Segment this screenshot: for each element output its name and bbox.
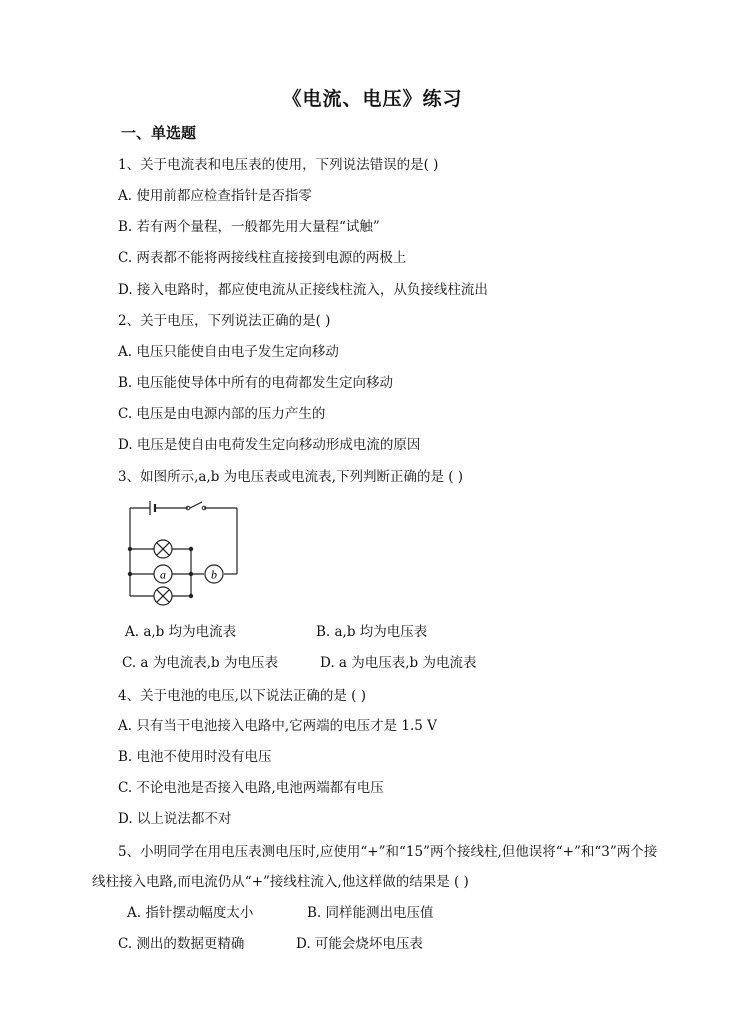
question-5-stem-line-1: 5、小明同学在用电压表测电压时,应使用“+”和“15”两个接线柱,但他误将“+”和“3”两个接 [118,844,658,860]
question-3-option-b: B. a,b 均为电压表 [316,624,428,640]
question-1-option-d: D. 接入电路时，都应使电流从正接线柱流入，从负接线柱流出 [118,282,488,298]
question-2-option-c: C. 电压是由电源内部的压力产生的 [118,406,326,422]
question-5-option-d: D. 可能会烧坏电压表 [296,936,423,952]
meter-b-label: b [211,567,217,582]
circuit-diagram [126,492,241,610]
question-4-option-b: B. 电池不使用时没有电压 [118,749,272,765]
question-5-option-a: A. 指针摆动幅度太小 [127,905,254,921]
question-4-option-a: A. 只有当干电池接入电路中,它两端的电压才是 1.5 V [118,718,437,734]
question-1-stem: 1、关于电流表和电压表的使用，下列说法错误的是( ) [118,157,439,173]
question-2-option-a: A. 电压只能使自由电子发生定向移动 [118,344,339,360]
question-2-stem: 2、关于电压，下列说法正确的是( ) [118,313,331,329]
switch-blade [190,502,202,508]
question-2-option-d: D. 电压是使自由电荷发生定向移动形成电流的原因 [118,437,421,453]
question-5-option-c: C. 测出的数据更精确 [118,936,245,952]
section-heading: 一、单选题 [121,124,197,142]
page-title: 《电流、电压》练习 [282,88,463,110]
question-4-option-d: D. 以上说法都不对 [118,811,232,827]
question-4-option-c: C. 不论电池是否接入电路,电池两端都有电压 [118,780,384,796]
question-2-option-b: B. 电压能使导体中所有的电荷都发生定向移动 [118,375,394,391]
question-1-option-a: A. 使用前都应检查指针是否指零 [118,188,312,204]
meter-a-label: a [160,567,166,582]
question-3-option-c: C. a 为电流表,b 为电压表 [122,655,278,671]
question-5-option-b: B. 同样能测出电压值 [307,905,434,921]
question-1-option-c: C. 两表都不能将两接线柱直接接到电源的两极上 [118,250,407,266]
question-1-option-b: B. 若有两个量程，一般都先用大量程“试触” [118,219,380,235]
question-3-option-d: D. a 为电压表,b 为电流表 [320,655,477,671]
question-5-stem-line-2: 线柱接入电路,而电流仍从“+”接线柱流入,他这样做的结果是 ( ) [92,874,469,890]
question-4-stem: 4、关于电池的电压,以下说法正确的是 ( ) [118,688,366,704]
question-3-stem: 3、如图所示,a,b 为电压表或电流表,下列判断正确的是 ( ) [118,469,464,485]
question-3-option-a: A. a,b 均为电流表 [125,624,237,640]
